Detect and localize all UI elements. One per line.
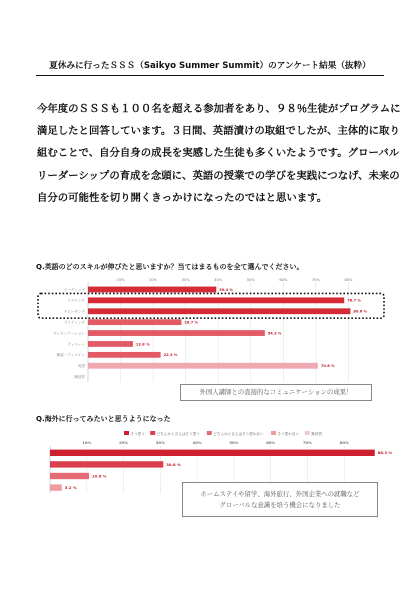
question-2-note-line: ホームステイや留学、海外旅行、外国企業への就職など xyxy=(200,490,360,498)
bar xyxy=(50,450,375,456)
bar xyxy=(50,461,163,467)
bar xyxy=(88,330,265,336)
question-2-note xyxy=(182,482,378,517)
x-tick-label: 50% xyxy=(229,440,239,445)
x-tick-label: 50% xyxy=(246,278,255,282)
data-label: 39.4 % xyxy=(219,287,233,292)
skills-bar-chart xyxy=(36,274,386,384)
bar xyxy=(88,297,344,303)
data-label: 13.8 % xyxy=(135,342,150,347)
legend-label: どちらかと言えばそう思わない xyxy=(213,431,264,436)
x-tick-label: 60% xyxy=(266,440,276,445)
question-2-note-line: グローバルな意識を培う機会になりました xyxy=(219,501,341,509)
legend-swatch xyxy=(305,431,310,435)
x-tick-label: 10% xyxy=(82,440,92,445)
bar xyxy=(88,352,161,358)
intro-line: 今年度のＳＳＳも１００名を超える参加者をあり、９８％生徒がプログラムに xyxy=(37,103,401,115)
legend-label: そう思う xyxy=(130,431,145,436)
data-label: 22.3 % xyxy=(163,353,178,358)
bar xyxy=(50,473,89,479)
x-tick-label: 80% xyxy=(339,440,349,445)
category-label: ディベート xyxy=(67,342,85,347)
x-tick-label: 40% xyxy=(214,278,223,282)
category-label: ライティング xyxy=(63,320,85,325)
x-tick-label: 10% xyxy=(116,278,125,282)
question-2-label: Q.海外に行ってみたいと思うようになった xyxy=(36,415,171,423)
bar xyxy=(88,319,181,325)
legend-label: どちらかと言えばそう思う xyxy=(156,431,200,436)
data-label: 80.6 % xyxy=(353,309,368,314)
legend-label: そう思わない xyxy=(277,431,300,436)
data-label: 30.8 % xyxy=(166,461,181,467)
data-label: 54.3 % xyxy=(267,331,282,336)
bar xyxy=(88,287,216,293)
data-label: 10.6 % xyxy=(91,473,107,479)
data-label: 28.7 % xyxy=(184,320,199,325)
bar xyxy=(88,363,318,369)
category-label: 検索・ディベイト xyxy=(56,353,85,358)
data-label: 3.2 % xyxy=(64,485,77,490)
intro-line: 満足したと回答しています。３日間、英語漬けの取組でしたが、主体的に取り xyxy=(37,125,400,138)
x-tick-label: 40% xyxy=(192,440,202,445)
x-tick-label: 30% xyxy=(181,278,190,282)
legend-label: 無回答 xyxy=(311,431,323,436)
intro-paragraph xyxy=(37,98,401,209)
data-label: 70.6 % xyxy=(320,364,335,369)
bar xyxy=(88,308,350,314)
x-tick-label: 70% xyxy=(311,278,320,282)
x-tick-label: 30% xyxy=(155,440,165,445)
x-tick-label: 20% xyxy=(119,440,129,445)
x-tick-label: 60% xyxy=(279,278,288,282)
x-tick-label: 80% xyxy=(344,278,353,282)
category-label: 無回答 xyxy=(74,374,85,379)
legend-swatch xyxy=(150,431,155,435)
intro-line: 自分の可能性を切り開くきっかけになったのではと思います。 xyxy=(37,191,328,204)
data-label: 88.3 % xyxy=(377,450,393,456)
category-label: リーディング xyxy=(63,287,85,292)
page-title: 夏休みに行ったＳＳＳ（Saikyo Summer Summit）のアンケート結果（抜粋） xyxy=(36,59,384,76)
highlight-frame xyxy=(38,293,384,318)
category-label: 英語 xyxy=(77,364,85,369)
intro-line: 組むことで、自分自身の成長を実感した生徒も多くいたようです。グローバル xyxy=(37,147,400,160)
category-label: スピーキング xyxy=(63,309,85,314)
x-tick-label: 20% xyxy=(149,278,158,282)
bar xyxy=(88,341,133,347)
intro-line: リーダーシップの育成を念頭に、英語の授業での学びを実践につなげ、未来の xyxy=(37,169,400,182)
question-1-label: Q.英語のどのスキルが伸びたと思いますか？当てはまるものを全て選んでください。 xyxy=(36,263,304,271)
category-label: リスニング xyxy=(67,298,85,303)
question-1-note: 外国人講師との直接的なコミュニケーションの成果！ xyxy=(180,384,372,401)
legend-swatch xyxy=(271,431,276,435)
data-label: 78.7 % xyxy=(347,298,361,303)
legend-swatch xyxy=(207,431,212,435)
x-tick-label: 70% xyxy=(302,440,312,445)
category-label: プレゼンテーション xyxy=(52,331,85,336)
legend-swatch xyxy=(124,431,129,435)
bar xyxy=(50,484,62,490)
